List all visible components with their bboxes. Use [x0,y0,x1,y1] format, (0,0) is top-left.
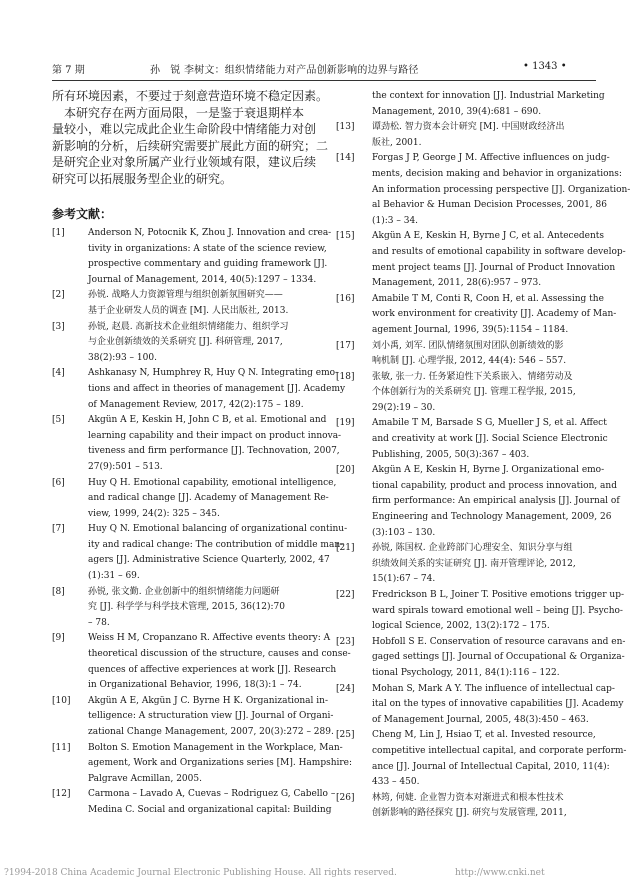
reference-line: Palgrave Acmillan, 2005. [88,773,202,784]
reference-line: of Management Journal, 2005, 48(3):450 – 463. [372,714,589,725]
references-list-right [336,89,631,822]
reference-entry [336,791,598,822]
reference-line: Amabile T M, Conti R, Coon H, et al. Assessing the [372,293,604,304]
reference-line: Huy Q N. Emotional balancing of organizational continu- [88,524,348,535]
reference-line: ance [J]. Journal of Intellectual Capital, 2010, 11(4): [372,761,610,772]
reference-line: work environment for creativity [J]. Academy of Man- [372,309,617,320]
reference-line: ments, decision making and behavior in organizations: [372,168,622,179]
reference-line: (3):103 – 130. [372,527,436,538]
reference-text [372,292,616,339]
reference-line: Cheng M, Lin J, Hsiao T, et al. Invested resource, [372,730,596,741]
reference-line: competitive intellectual capital, and corporate perform- [372,745,627,756]
reference-number: [11] [52,742,71,753]
reference-line: and results of emotional capability in software develop- [372,246,626,257]
reference-line: 创新影响的路径探究 [J]. 研究与发展管理, 2011, [372,808,567,819]
reference-line: telligence: A structuration view [J]. Journal of Organi- [88,711,334,722]
body-text [52,88,329,187]
reference-line: 27(9):501 – 513. [88,461,163,472]
reference-number: [22] [336,590,355,600]
reference-entry [52,226,332,288]
reference-line: Akgün A E, Akgün J C. Byrne H K. Organizational in- [88,695,329,706]
reference-line: and radical change [J]. Academy of Management Re- [88,493,329,504]
reference-line: 433 – 450. [372,777,420,788]
reference-entry [336,728,627,790]
reference-line: Forgas J P, George J M. Affective influences on judg- [372,153,610,164]
reference-line: theoretical discussion of the structure, causes and conse- [88,649,351,660]
reference-line: Management, 2011, 28(6):957 – 973. [372,278,542,289]
reference-number: [25] [336,730,355,741]
reference-text [372,635,625,682]
reference-text [88,476,336,523]
reference-text [88,522,347,584]
reference-number: [15] [336,231,355,242]
reference-number: [20] [336,465,355,476]
reference-text [88,226,331,288]
copyright-notice: ?1994-2018 China Academic Journal Electronic Publishing House. All rights reserved. [4,868,397,878]
reference-line: 15(1):67 – 74. [372,574,436,585]
reference-line: 织绩效间关系的实证研究 [J]. 南开管理评论, 2012, [372,558,576,569]
reference-line: prospective commentary and guiding framework [J]. [88,259,328,270]
reference-line: Management, 2010, 39(4):681 – 690. [372,106,542,117]
reference-entry [336,89,605,120]
reference-line: Akgün A E, Keskin H, John C B, et al. Emotional and [88,415,327,426]
reference-number: [12] [52,789,71,800]
reference-line: and creativity at work [J]. Social Science Electronic [372,434,608,445]
reference-text [88,741,352,788]
reference-line: in Organizational Behavior, 1996, 18(3):1 – 74. [88,680,302,691]
reference-entry [336,120,598,151]
reference-text [88,366,345,413]
reference-entry [336,151,631,229]
reference-line: tions and affect in theories of management [J]. Academy [88,383,346,394]
reference-line: 张敏, 张一力. 任务紧迫性下关系嵌入、情绪劳动及 [372,371,573,382]
reference-text [372,728,626,790]
reference-line: the context for innovation [J]. Industrial Marketing [372,91,605,101]
body-line: 量较小，难以完成此企业生命阶段中情绪能力对创 [52,122,317,136]
reference-number: [7] [52,524,65,535]
reference-entry [336,292,617,339]
references-heading: 参考文献： [52,207,113,221]
reference-text [88,694,334,741]
reference-number: [8] [52,586,65,597]
reference-entry [52,694,334,741]
reference-line: 基于企业研发人员的调查 [M]. 人民出版社, 2013. [88,305,289,316]
reference-line: gaged settings [J]. Journal of Occupational & Organiza- [372,652,625,663]
reference-line: 个体创新行为的关系研究 [J]. 管理工程学报, 2015, [372,387,576,398]
reference-line: zational Change Management, 2007, 20(3):272 – 289. [88,727,334,737]
reference-line: 林筠, 何婕. 企业智力资本对渐进式和根本性技术 [372,792,564,803]
reference-line: Fredrickson B L, Joiner T. Positive emotions trigger up- [372,590,625,600]
reference-line: Amabile T M, Barsade S G, Mueller J S, et al. Affect [372,418,607,429]
reference-line: Huy Q H. Emotional capability, emotional intelligence, [88,477,337,488]
reference-number: [17] [336,340,355,351]
reference-text [88,288,318,319]
reference-line: 响机制 [J]. 心理学报, 2012, 44(4): 546 – 557. [372,356,567,367]
reference-text [372,120,598,151]
issue-label: 第 7 期 [52,65,85,76]
reference-text [88,631,351,693]
reference-entry [52,585,318,632]
reference-number: [16] [336,293,355,304]
reference-line: 孙锐, 赵晨. 高新技术企业组织情绪能力、组织学习 [88,321,289,332]
reference-line: Mohan S, Mark A Y. The influence of intellectual cap- [372,683,615,694]
reference-line: 孙锐, 张文勤. 企业创新中的组织情绪能力问题研 [88,586,280,597]
reference-line: 究 [J]. 科学学与科学技术管理, 2015, 36(12):70 [88,602,285,613]
reference-line: (1):31 – 69. [88,571,140,582]
reference-number: [6] [52,477,65,488]
reference-line: tiveness and firm performance [J]. Technovation, 2007, [88,446,340,457]
reference-entry [52,366,346,413]
reference-line: Journal of Management, 2014, 40(5):1297 – 1334. [88,274,317,285]
reference-entry [52,476,337,523]
reference-number: [3] [52,321,65,332]
reference-number: [4] [52,368,65,379]
reference-number: [21] [336,543,355,554]
reference-text [372,791,598,822]
cnki-url: http://www.cnki.net [455,868,545,878]
reference-text [372,370,598,417]
reference-entry [52,413,342,475]
reference-line: 38(2):93 – 100. [88,352,157,363]
reference-entry [336,416,608,463]
reference-entry [336,635,626,682]
reference-line: 谭劲松. 智力资本会计研究 [M]. 中国财政经济出 [372,122,565,133]
reference-line: ment project teams [J]. Journal of Product Innovation [372,262,616,273]
reference-line: ital on the types of innovative capabilities [J]. Academy [372,699,624,710]
reference-text [88,787,335,818]
reference-line: (1):3 – 34. [372,215,419,226]
reference-line: al Behavior & Human Decision Processes, 2001, 86 [372,200,607,211]
reference-entry [336,463,620,541]
reference-number: [26] [336,792,355,803]
reference-line: view, 1999, 24(2): 325 – 345. [88,508,220,519]
reference-line: Publishing, 2005, 50(3):367 – 403. [372,449,530,460]
reference-line: Medina C. Social and organizational capital: Building [88,804,332,815]
reference-line: Bolton S. Emotion Management in the Workplace, Man- [88,742,343,753]
reference-number: [9] [52,633,65,644]
reference-number: [18] [336,371,355,382]
reference-entry [336,229,626,291]
reference-entry [336,339,598,370]
running-title: 孙 锐 李树文：组织情绪能力对产品创新影响的边界与路径 [150,65,419,76]
reference-text [372,416,608,463]
reference-text [372,339,598,370]
reference-number: [23] [336,636,355,647]
reference-line: agers [J]. Administrative Science Quarterly, 2002, 47 [88,555,330,566]
page-number: • 1343 • [523,61,567,72]
body-line: 研究可以拓展服务型企业的研究。 [52,171,233,186]
reference-number: [24] [336,683,355,694]
reference-line: agement, Work and Organizations series [M]. Hampshire: [88,758,353,769]
reference-text [372,151,630,229]
reference-number: [1] [52,228,65,238]
reference-text [88,585,318,632]
reference-line: 孙锐. 战略人力资源管理与组织创新氛围研究—— [88,290,283,301]
reference-entry [336,588,625,635]
reference-line: Hobfoll S E. Conservation of resource caravans and en- [372,636,626,647]
reference-text [372,541,598,588]
reference-line: firm performance: An empirical analysis [J]. Journal of [372,496,620,507]
reference-line: An information processing perspective [J]. Organization- [372,184,631,195]
reference-line: agement Journal, 1996, 39(5):1154 – 1184. [372,324,569,335]
reference-number: [13] [336,122,355,133]
reference-text [88,320,318,367]
reference-text [372,229,626,291]
reference-line: 29(2):19 – 30. [372,402,436,413]
body-line: 是研究企业对象所属产业行业领域有限，建议后续 [52,155,317,169]
body-line: 本研究存在两方面局限，一是鉴于衰退期样本 [52,105,305,120]
reference-number: [10] [52,695,71,706]
header-rule [52,80,596,81]
reference-number [336,89,372,120]
body-line: 所有环境因素，不要过于刻意营造环境不稳定因素。 [52,89,329,103]
reference-entry [52,288,318,319]
reference-entry [336,370,598,417]
reference-number: [14] [336,153,355,164]
reference-entry [52,741,353,788]
reference-line: 刘小禹, 刘军. 团队情绪氛围对团队创新绩效的影 [372,340,564,351]
reference-entry [336,682,624,729]
reference-line: Akgün A E, Keskin H, Byrne J. Organizational emo- [372,465,605,476]
reference-text [372,682,623,729]
reference-line: 与企业创新绩效的关系研究 [J]. 科研管理, 2017, [88,337,283,348]
reference-line: 版社, 2001. [372,137,422,148]
body-line: 新影响的分析，后续研究需要扩展此方面的研究；二 [52,138,329,153]
reference-entry [52,787,336,818]
reference-text [88,413,341,475]
reference-text [372,463,620,541]
reference-line: ward spirals toward emotional well – being [J]. Psycho- [372,605,623,616]
reference-line: tivity in organizations: A state of the science review, [88,243,327,254]
reference-line: tional capability, product and process innovation, and [372,480,617,491]
reference-line: Engineering and Technology Management, 2009, 26 [372,512,612,523]
reference-line: Akgün A E, Keskin H, Byrne J C, et al. Antecedents [372,231,605,242]
reference-line: Weiss H M, Cropanzano R. Affective events theory: A [88,633,331,644]
reference-line: ity and radical change: The contribution of middle man- [88,539,344,550]
running-header [0,0,634,76]
reference-entry [336,541,598,588]
reference-entry [52,320,318,367]
reference-text [372,89,605,120]
reference-number: [5] [52,415,65,426]
reference-line: learning capability and their impact on product innova- [88,430,342,441]
reference-line: Anderson N, Potocnik K, Zhou J. Innovation and crea- [88,228,332,238]
reference-line: Carmona – Lavado A, Cuevas – Rodriguez G, Cabello – [88,789,336,800]
reference-text [372,588,624,635]
reference-line: of Management Review, 2017, 42(2):175 – 189. [88,399,304,410]
reference-line: tional Psychology, 2011, 84(1):116 – 122. [372,667,560,678]
right-column [336,89,631,822]
reference-line: – 78. [88,617,110,628]
reference-line: logical Science, 2002, 13(2):172 – 175. [372,621,550,632]
reference-line: 孙锐, 陈国权. 企业跨部门心理安全、知识分享与组 [372,543,573,554]
reference-line: Ashkanasy N, Humphrey R, Huy Q N. Integrating emo- [88,368,339,379]
reference-number: [19] [336,418,355,429]
reference-number: [2] [52,290,65,301]
reference-line: quences of affective experiences at work [J]. Research [88,664,337,675]
